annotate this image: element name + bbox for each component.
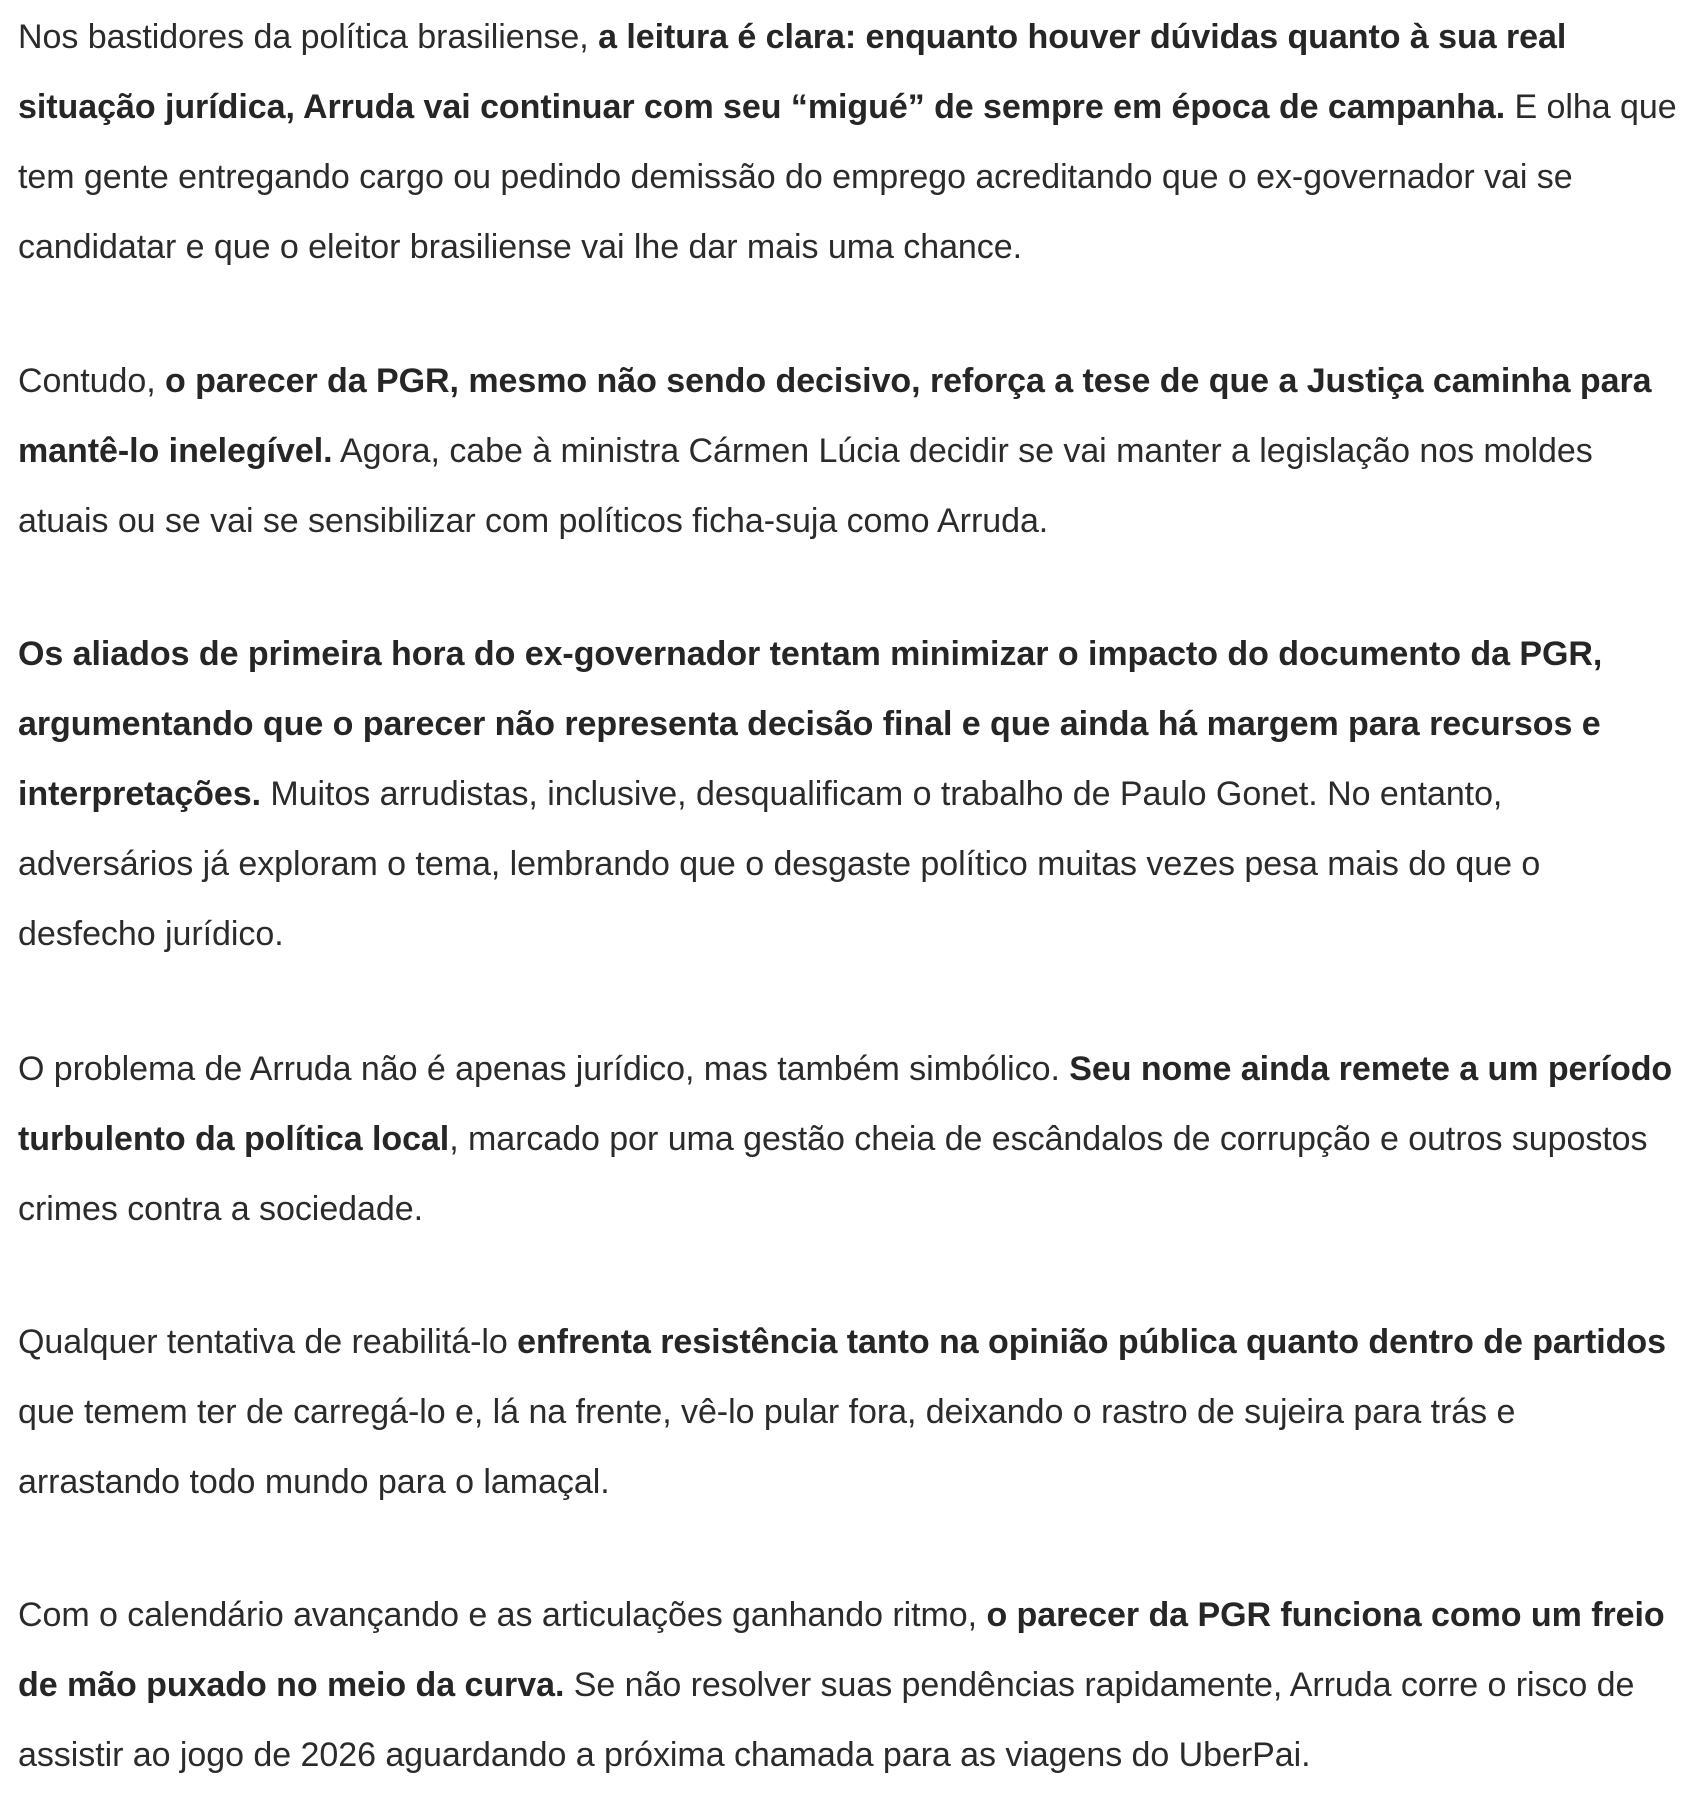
- paragraph-bold-text: o parecer da PGR funciona como um freio de mão puxado no meio da curva.: [18, 1596, 1665, 1704]
- paragraph-bold-text: enfrenta resistência tanto na opinião pública quanto dentro de partidos: [517, 1323, 1666, 1361]
- paragraph: [18, 1580, 1678, 1790]
- paragraph-text: que temem ter de carregá-lo e, lá na frente, vê-lo pular fora, deixando o rastro de sujeira para trás e arrastando todo mundo para o lamaçal.: [18, 1393, 1516, 1501]
- paragraph-text: E olha que tem gente entregando cargo ou pedindo demissão do emprego acreditando que o ex-governador vai se candidatar e que o eleitor brasiliense vai lhe dar mais uma chance.: [18, 88, 1677, 266]
- paragraph-text: Muitos arrudistas, inclusive, desqualificam o trabalho de Paulo Gonet. No entanto, adversários já exploram o tema, lembrando que o desgaste político muitas vezes pesa mais do que o desfecho jurídico.: [18, 775, 1541, 953]
- paragraph-text: Com o calendário avançando e as articulações ganhando ritmo,: [18, 1596, 987, 1634]
- paragraph-text: , marcado por uma gestão cheia de escândalos de corrupção e outros supostos crimes contra a sociedade.: [18, 1120, 1648, 1228]
- paragraph: [18, 1034, 1678, 1244]
- paragraph-text: Contudo,: [18, 362, 165, 400]
- paragraph-text: O problema de Arruda não é apenas jurídico, mas também simbólico.: [18, 1050, 1070, 1088]
- paragraph: [18, 619, 1678, 969]
- paragraph-bold-text: Seu nome ainda remete a um período turbulento da política local: [18, 1050, 1673, 1158]
- paragraph: [18, 2, 1678, 282]
- paragraph: [18, 1307, 1678, 1517]
- paragraph-bold-text: a leitura é clara: enquanto houver dúvidas quanto à sua real situação jurídica, Arruda vai continuar com seu “migué” de sempre em época de campanha.: [18, 18, 1567, 126]
- paragraph-text: Se não resolver suas pendências rapidamente, Arruda corre o risco de assistir ao jogo de 2026 aguardando a próxima chamada para as viagens do UberPai.: [18, 1666, 1635, 1774]
- paragraph-text: Agora, cabe à ministra Cármen Lúcia decidir se vai manter a legislação nos moldes atuais ou se vai se sensibilizar com políticos ficha-suja como Arruda.: [18, 432, 1593, 540]
- paragraph-bold-text: Os aliados de primeira hora do ex-governador tentam minimizar o impacto do documento da PGR, argumentando que o parecer não representa decisão final e que ainda há margem para recursos e interpretações.: [18, 635, 1603, 813]
- paragraph-text: Nos bastidores da política brasiliense,: [18, 18, 599, 56]
- paragraph-bold-text: o parecer da PGR, mesmo não sendo decisivo, reforça a tese de que a Justiça caminha para mantê-lo inelegível.: [18, 362, 1652, 470]
- paragraph: [18, 346, 1678, 556]
- paragraph-text: Qualquer tentativa de reabilitá-lo: [18, 1323, 518, 1361]
